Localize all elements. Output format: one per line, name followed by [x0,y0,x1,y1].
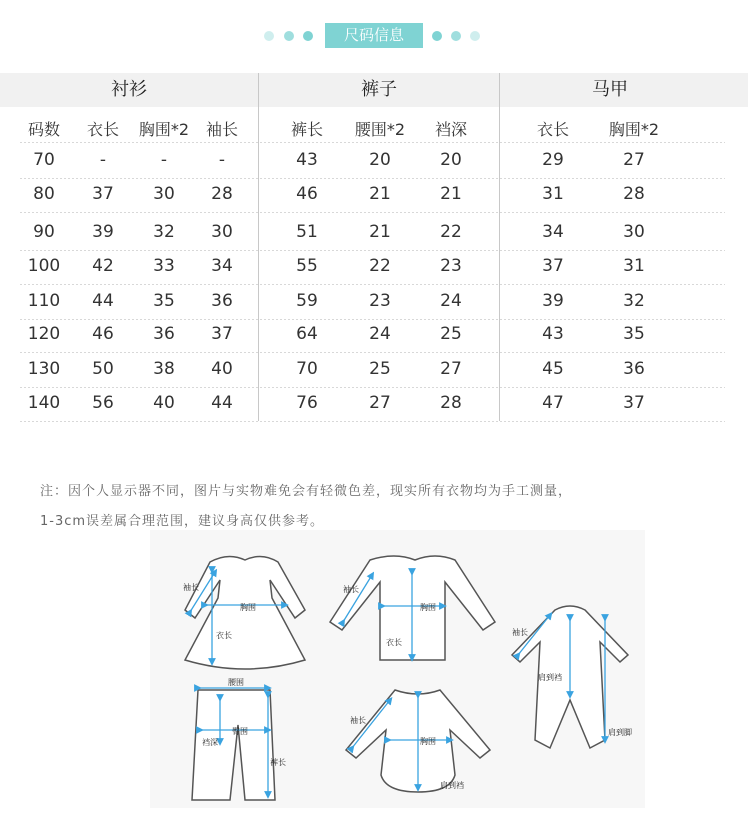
column-divider [258,73,259,421]
row-divider [20,212,725,213]
column-header: 胸围*2 [138,120,190,139]
table-cell: 31 [542,184,564,204]
table-cell: 25 [369,359,391,379]
diagram-label: 肩到脚 [608,728,632,737]
table-cell: 38 [153,359,175,379]
note-line-2: 1-3cm误差属合理范围，建议身高仅供参考。 [40,514,325,529]
table-cell: 40 [211,359,233,379]
column-header: 码数 [27,120,60,139]
column-header: 裆深 [434,120,467,139]
row-divider [20,250,725,251]
table-cell: 37 [211,324,233,344]
table-cell: 30 [153,184,175,204]
diagram-label: 肩到裆 [440,781,464,790]
row-divider [20,284,725,285]
table-cell: 140 [27,393,61,413]
table-cell: 30 [623,222,645,242]
row-divider [20,352,725,353]
table-cell: 24 [440,291,462,311]
table-cell: 27 [369,393,391,413]
table-cell: 47 [542,393,564,413]
measurement-diagram [150,530,645,808]
table-cell: 56 [92,393,114,413]
row-divider [20,319,725,320]
table-cell: 39 [92,222,114,242]
column-header: 腰围*2 [354,120,406,139]
diagram-label: 胸围 [420,603,436,612]
table-cell: 43 [296,150,318,170]
diagram-label: 胸围 [420,737,436,746]
table-cell: 64 [296,324,318,344]
table-cell: 36 [153,324,175,344]
table-cell: 23 [369,291,391,311]
table-cell: 34 [542,222,564,242]
column-header: 袖长 [205,120,238,139]
row-divider [20,142,725,143]
table-cell: 28 [211,184,233,204]
column-header: 衣长 [86,120,119,139]
table-cell: 31 [623,256,645,276]
decor-dot [303,31,313,41]
group-shirt: 衬衫 [111,79,147,100]
table-cell: 46 [296,184,318,204]
table-cell: 45 [542,359,564,379]
column-header: 衣长 [536,120,569,139]
table-cell: 37 [92,184,114,204]
table-cell: 59 [296,291,318,311]
table-cell: 100 [27,256,61,276]
table-cell: 20 [440,150,462,170]
table-cell: 44 [211,393,233,413]
table-cell: 43 [542,324,564,344]
table-cell: 70 [33,150,55,170]
decor-dot [470,31,480,41]
table-cell: 50 [92,359,114,379]
decor-dot [284,31,294,41]
diagram-label: 袖长 [350,716,366,725]
decor-dot [432,31,442,41]
table-cell: 29 [542,150,564,170]
table-cell: 33 [153,256,175,276]
column-divider [499,73,500,421]
group-pants: 裤子 [361,79,397,100]
row-divider [20,387,725,388]
table-cell: 37 [542,256,564,276]
diagram-label: 肩到裆 [538,673,562,682]
table-cell: 51 [296,222,318,242]
table-cell: 80 [33,184,55,204]
title-row [0,23,748,49]
diagram-label: 裤长 [270,758,286,767]
table-cell: 130 [27,359,61,379]
column-header: 胸围*2 [608,120,660,139]
table-cell: 20 [369,150,391,170]
table-cell: 44 [92,291,114,311]
decor-dot [451,31,461,41]
table-cell: 28 [623,184,645,204]
diagram-label: 衣长 [216,631,232,640]
table-cell: - [218,150,226,170]
group-vest: 马甲 [592,79,628,100]
table-cell: 21 [440,184,462,204]
table-cell: 46 [92,324,114,344]
table-cell: 28 [440,393,462,413]
diagram-label: 胸围 [240,603,256,612]
diagram-label: 袖长 [343,585,359,594]
table-cell: 55 [296,256,318,276]
table-cell: 36 [623,359,645,379]
table-cell: 30 [211,222,233,242]
table-cell: 21 [369,184,391,204]
table-cell: 37 [623,393,645,413]
column-header: 裤长 [290,120,323,139]
row-divider [20,421,725,422]
table-cell: 24 [369,324,391,344]
table-cell: 32 [623,291,645,311]
table-cell: 21 [369,222,391,242]
table-cell: 35 [623,324,645,344]
table-cell: 110 [27,291,61,311]
table-cell: 22 [369,256,391,276]
row-divider [20,178,725,179]
table-cell: 39 [542,291,564,311]
table-cell: - [99,150,107,170]
note-line-1: 注：因个人显示器不同，图片与实物难免会有轻微色差，现实所有衣物均为手工测量， [40,484,573,499]
diagram-label: 腰围 [228,678,244,687]
table-cell: 25 [440,324,462,344]
table-cell: 40 [153,393,175,413]
table-cell: 90 [33,222,55,242]
table-cell: 27 [623,150,645,170]
diagram-label: 臀围 [232,727,248,736]
diagram-label: 袖长 [512,628,528,637]
dress-illustration [185,556,305,669]
diagram-label: 裆深 [202,738,218,747]
table-cell: 23 [440,256,462,276]
table-cell: - [160,150,168,170]
table-cell: 27 [440,359,462,379]
table-cell: 120 [27,324,61,344]
diagram-label: 衣长 [386,638,402,647]
table-cell: 32 [153,222,175,242]
section-title: 尺码信息 [325,23,423,48]
table-cell: 70 [296,359,318,379]
decor-dot [264,31,274,41]
table-cell: 76 [296,393,318,413]
table-cell: 22 [440,222,462,242]
table-cell: 34 [211,256,233,276]
table-cell: 35 [153,291,175,311]
table-cell: 42 [92,256,114,276]
diagram-label: 袖长 [183,583,199,592]
table-cell: 36 [211,291,233,311]
